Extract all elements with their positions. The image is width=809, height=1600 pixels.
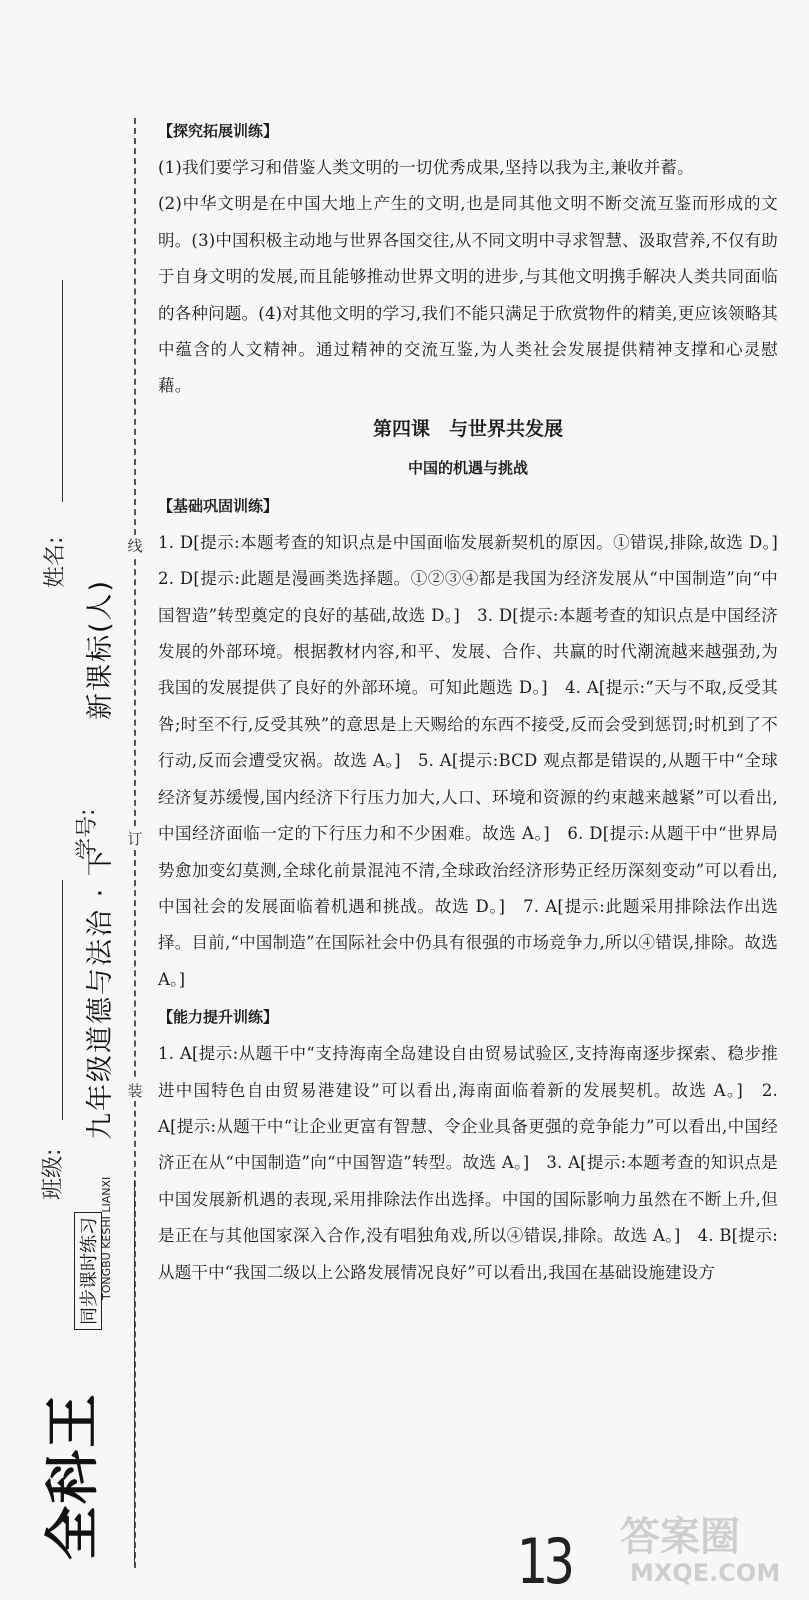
cut-mark-line: 线: [125, 535, 145, 556]
lesson-subtitle: 中国的机遇与挑战: [407, 458, 528, 477]
ability-answers: 1. A[提示:从题干中“支持海南全岛建设自由贸易试验区,支持海南逐步探索、稳步推进中国特色自由贸易港建设”可以看出,海南面临着新的发展契机。故选 A。] 2. A[提示:从题干中“让企业更富有智慧、令企业具备更强的竞争能力”可以看出,中国经济正在从“中国制造”向“中国智造”转型。故选 A。] 3. A[提示:本题考查的知识点是中国发展新机遇的表现,采用排除法作出选择。中国的国际影响力虽然在不断上升,但是正在与其他国家深入合作,没有唱独角戏,所以④错误,排除。故选 A。] 4. B[提示:从题干中“我国二级以上公路发展情况良好”可以看出,我国在基础设施建设方: [158, 1044, 778, 1282]
brand-pinyin: TONGBU KESHI LIANXI: [100, 1176, 113, 1300]
page-number: 13: [516, 1525, 571, 1598]
watermark-main: 答案圈: [620, 1514, 740, 1560]
answer-content: [158, 112, 795, 1291]
cut-mark-staple: 订: [125, 828, 145, 849]
explore-paragraph-1: (1)我们要学习和借鉴人类文明的一切优秀成果,坚持以我为主,兼收并蓄。: [158, 158, 694, 177]
ability-heading: 【能力提升训练】: [158, 1008, 279, 1027]
watermark-url: MXQE.COM: [630, 1559, 781, 1587]
explore-heading: 【探究拓展训练】: [158, 122, 279, 140]
brand-series: 同步课时练习: [74, 1212, 102, 1330]
brand-name: 全科王: [40, 1392, 104, 1560]
basic-heading: 【基础巩固训练】: [158, 496, 279, 515]
explore-paragraph-2: (2)中华文明是在中国大地上产生的文明,也是同其他文明不断交流互鉴而形成的文明。(3)中国积极主动地与世界各国交往,从不同文明中寻求智慧、汲取营养,不仅有助于自身文明的发展,而且能够推动世界文明的进步,与其他文明携手解决人类共同面临的各种问题。(4)对其他文明的学习,我们不能只满足于欣赏物件的精美,更应该领略其中蕴含的人文精神。通过精神的交流互鉴,为人类社会发展提供精神支撑和心灵慰藉。: [158, 194, 778, 396]
cut-mark-bind: 装: [125, 1080, 145, 1101]
book-title: 九年级道德与法治 · 下: [85, 847, 116, 1140]
class-label: 班级:: [41, 1148, 66, 1200]
class-line[interactable]: [62, 880, 63, 1120]
lesson-title: 第四课 与世界共发展: [372, 417, 563, 440]
watermark: [620, 1505, 800, 1595]
edition-label: 新课标(人): [85, 578, 116, 720]
student-number-label: 学号:: [75, 808, 100, 860]
name-label: 姓名:: [43, 536, 68, 588]
name-line[interactable]: [62, 280, 63, 502]
basic-answers: 1. D[提示:本题考查的知识点是中国面临发展新契机的原因。①错误,排除,故选 D。] 2. D[提示:此题是漫画类选择题。①②③④都是我国为经济发展从“中国制造”向“中国智造”转型奠定的良好的基础,故选 D。] 3. D[提示:本题考查的知识点是中国经济发展的外部环境。根据教材内容,和平、发展、合作、共赢的时代潮流越来越强劲,为我国的发展提供了良好的外部环境。可知此题选 D。] 4. A[提示:“天与不取,反受其咎;时至不行,反受其殃”的意思是上天赐给的东西不接受,反而会受到惩罚;时机到了不行动,反而会遭受灾祸。故选 A。] 5. A[提示:BCD 观点都是错误的,从题干中“全球经济复苏缓慢,国内经济下行压力加大,人口、环境和资源的约束越来越紧”可以看出,中国经济面临一定的下行压力和不少困难。故选 A。] 6. D[提示:从题干中“世界局势愈加变幻莫测,全球化前景混沌不清,全球政治经济形势正经历深刻变动”可以看出,中国社会的发展面临着机遇和挑战。故选 D。] 7. A[提示:此题采用排除法作出选择。目前,“中国制造”在国际社会中仍具有很强的市场竞争力,所以④错误,排除。故选 A。]: [158, 532, 795, 989]
